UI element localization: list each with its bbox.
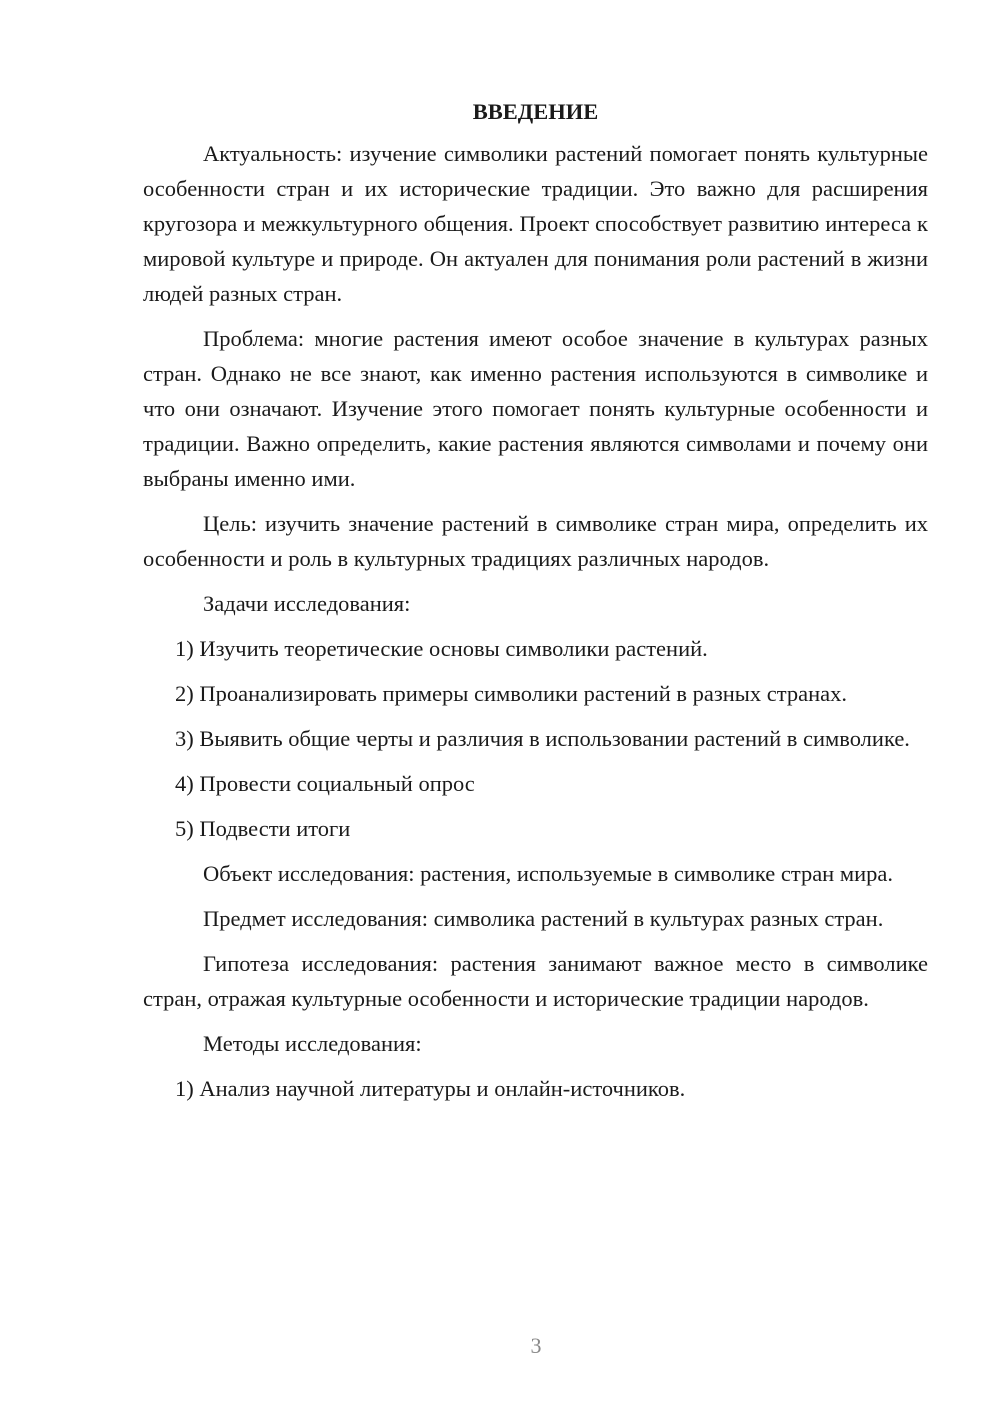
task-item-2: 2) Проанализировать примеры символики растений в разных странах. xyxy=(175,681,848,706)
task-item-4: 4) Провести социальный опрос xyxy=(175,771,475,796)
method-item-1: 1) Анализ научной литературы и онлайн-источников. xyxy=(175,1076,686,1101)
task-item-3: 3) Выявить общие черты и различия в использовании растений в символике. xyxy=(175,726,910,751)
page-content xyxy=(143,94,928,1106)
paragraph-problem: Проблема: многие растения имеют особое значение в культурах разных стран. Однако не все знают, как именно растения используются в символике и что они означают. Изучение этого помогает понять культурные особенности и традиции. Важно определить, какие растения являются символами и почему они выбраны именно ими. xyxy=(143,326,928,491)
paragraph-hypothesis: Гипотеза исследования: растения занимают важное место в символике стран, отражая культурные особенности и исторические традиции народов. xyxy=(143,951,928,1011)
task-item-5: 5) Подвести итоги xyxy=(175,816,351,841)
paragraph-object: Объект исследования: растения, используемые в символике стран мира. xyxy=(203,861,893,886)
page-title: ВВЕДЕНИЕ xyxy=(472,99,599,124)
tasks-heading: Задачи исследования: xyxy=(203,591,411,616)
page-number: 3 xyxy=(530,1333,542,1358)
methods-heading: Методы исследования: xyxy=(203,1031,422,1056)
paragraph-subject: Предмет исследования: символика растений в культурах разных стран. xyxy=(203,906,884,931)
paragraph-goal: Цель: изучить значение растений в символике стран мира, определить их особенности и роль в культурных традициях различных народов. xyxy=(143,511,928,571)
task-item-1: 1) Изучить теоретические основы символики растений. xyxy=(175,636,708,661)
paragraph-relevance: Актуальность: изучение символики растений помогает понять культурные особенности стран и их исторические традиции. Это важно для расширения кругозора и межкультурного общения. Проект способствует развитию интереса к мировой культуре и природе. Он актуален для понимания роли растений в жизни людей разных стран. xyxy=(143,141,928,306)
